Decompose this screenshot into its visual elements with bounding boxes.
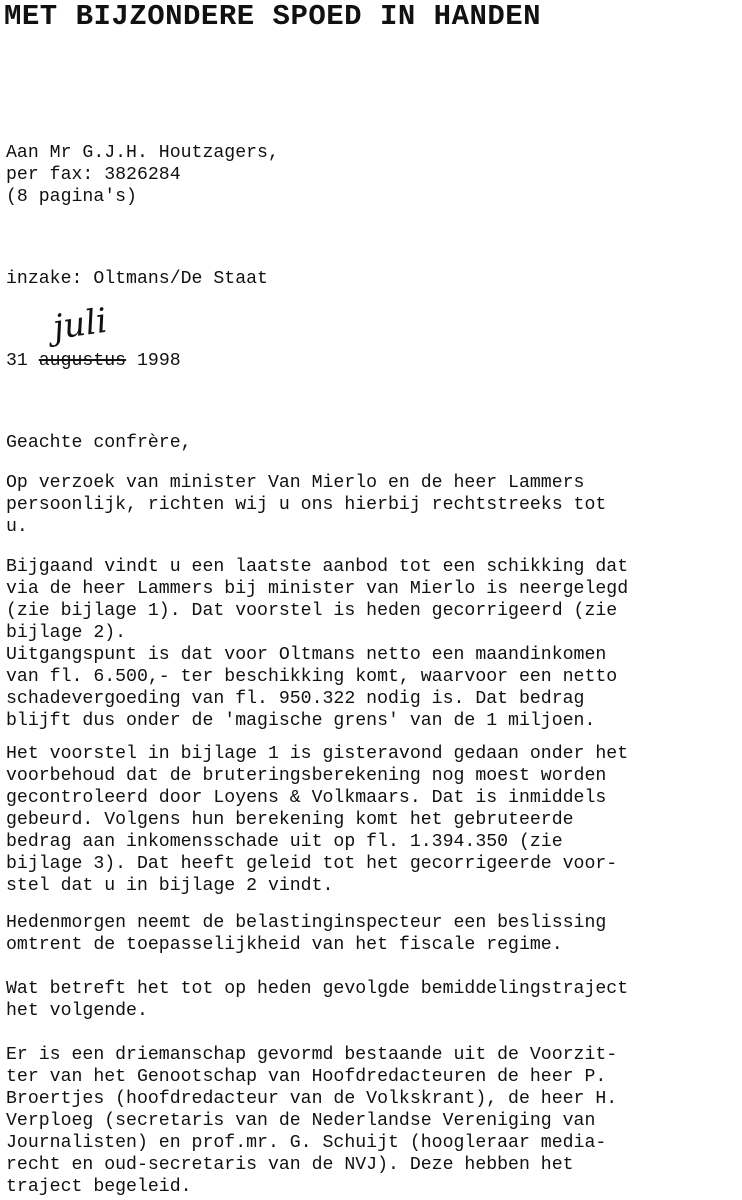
salutation: Geachte confrère, bbox=[6, 433, 192, 453]
text-line: recht en oud-secretaris van de NVJ). Deze hebben het bbox=[6, 1155, 574, 1175]
text-line: traject begeleid. bbox=[6, 1177, 192, 1197]
text-line: van fl. 6.500,- ter beschikking komt, waarvoor een netto bbox=[6, 667, 618, 687]
text-line: bedrag aan inkomensschade uit op fl. 1.394.350 (zie bbox=[6, 832, 563, 852]
text-line: voorbehoud dat de bruteringsberekening nog moest worden bbox=[6, 766, 607, 786]
struck-month: augustus bbox=[38, 351, 127, 371]
date-line bbox=[6, 350, 736, 372]
text-line: bijlage 3). Dat heeft geleid tot het gecorrigeerde voor- bbox=[6, 854, 618, 874]
text-line: Verploeg (secretaris van de Nederlandse Vereniging van bbox=[6, 1111, 596, 1131]
paragraph-3 bbox=[6, 743, 736, 897]
text-line: via de heer Lammers bij minister van Mierlo is neergelegd bbox=[6, 579, 629, 599]
text-line: Er is een driemanschap gevormd bestaande uit de Voorzit- bbox=[6, 1045, 618, 1065]
text-line: schadevergoeding van fl. 950.322 nodig is. Dat bedrag bbox=[6, 689, 585, 709]
paragraph-2 bbox=[6, 556, 736, 732]
text-line: Het voorstel in bijlage 1 is gisteravond gedaan onder het bbox=[6, 744, 629, 764]
text-line: stel dat u in bijlage 2 vindt. bbox=[6, 876, 334, 896]
text-line: Broertjes (hoofdredacteur van de Volkskrant), de heer H. bbox=[6, 1089, 618, 1109]
paragraph-1 bbox=[6, 472, 736, 538]
paragraph-6 bbox=[6, 1044, 736, 1198]
fax-number-line: per fax: 3826284 bbox=[6, 165, 181, 185]
date-year: 1998 bbox=[137, 351, 181, 371]
text-line: gebeurd. Volgens hun berekening komt het gebruteerde bbox=[6, 810, 574, 830]
text-line: Op verzoek van minister Van Mierlo en de heer Lammers bbox=[6, 473, 585, 493]
paragraph-4 bbox=[6, 912, 736, 956]
text-line: ter van het Genootschap van Hoofdredacteuren de heer P. bbox=[6, 1067, 607, 1087]
text-line: bijlage 2). bbox=[6, 623, 127, 643]
address-line: Aan Mr G.J.H. Houtzagers, bbox=[6, 143, 279, 163]
handwritten-month-correction: juli bbox=[50, 300, 110, 348]
text-line: gecontroleerd door Loyens & Volkmaars. Dat is inmiddels bbox=[6, 788, 607, 808]
text-line: omtrent de toepasselijkheid van het fiscale regime. bbox=[6, 935, 563, 955]
page-count-line: (8 pagina's) bbox=[6, 187, 137, 207]
date-day: 31 bbox=[6, 351, 28, 371]
text-line: blijft dus onder de 'magische grens' van de 1 miljoen. bbox=[6, 711, 596, 731]
text-line: Hedenmorgen neemt de belastinginspecteur een beslissing bbox=[6, 913, 607, 933]
subject-line: inzake: Oltmans/De Staat bbox=[6, 269, 268, 289]
text-line: Wat betreft het tot op heden gevolgde bemiddelingstraject bbox=[6, 979, 629, 999]
paragraph-5 bbox=[6, 978, 736, 1022]
text-line: het volgende. bbox=[6, 1001, 148, 1021]
text-line: Journalisten) en prof.mr. G. Schuijt (hoogleraar media- bbox=[6, 1133, 607, 1153]
text-line: u. bbox=[6, 517, 28, 537]
text-line: Uitgangspunt is dat voor Oltmans netto een maandinkomen bbox=[6, 645, 607, 665]
text-line: persoonlijk, richten wij u ons hierbij rechtstreeks tot bbox=[6, 495, 607, 515]
text-line: Bijgaand vindt u een laatste aanbod tot een schikking dat bbox=[6, 557, 629, 577]
text-line: (zie bijlage 1). Dat voorstel is heden gecorrigeerd (zie bbox=[6, 601, 618, 621]
urgent-heading: MET BIJZONDERE SPOED IN HANDEN bbox=[4, 0, 542, 33]
